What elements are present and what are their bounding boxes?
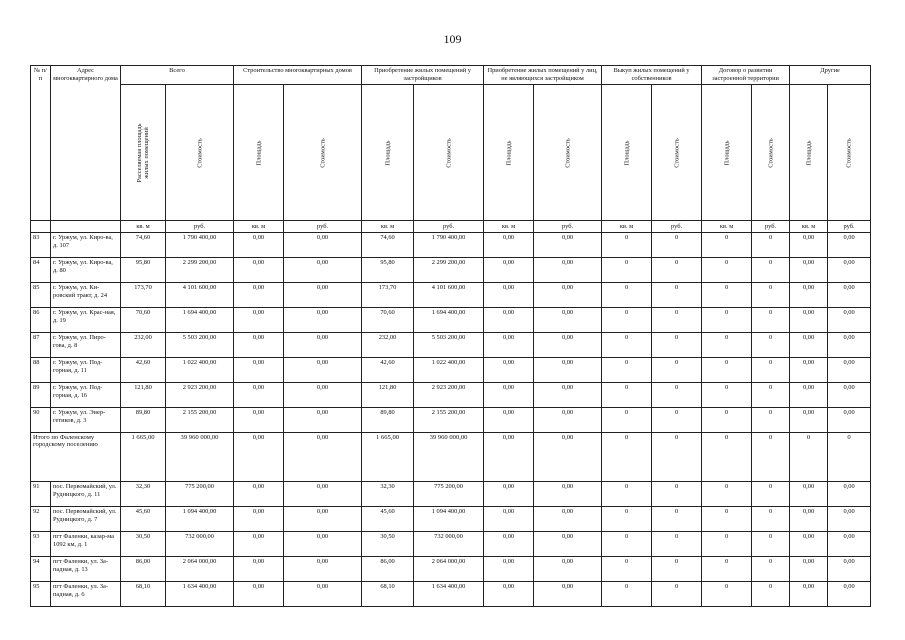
row-value: 70,60 [362, 308, 414, 333]
row-value: 89,80 [121, 408, 166, 433]
row-value: 2 299 200,00 [414, 258, 484, 283]
header-buyout: Выкуп жилых помещений у собственников [602, 66, 702, 85]
row-number: 95 [31, 582, 51, 607]
row-value: 0,00 [284, 383, 362, 408]
row-value: 0,00 [484, 258, 534, 283]
row-value: 0,00 [234, 557, 284, 582]
row-value: 0,00 [234, 582, 284, 607]
row-value: 0,00 [534, 283, 602, 308]
row-value: 173,70 [362, 283, 414, 308]
unit-cost: руб. [166, 221, 234, 233]
subheader-label: Стоимость [845, 137, 853, 168]
row-value: 0 [652, 308, 702, 333]
subheader-cost [166, 85, 234, 221]
row-value: 1 022 400,00 [414, 358, 484, 383]
row-value: 0,00 [828, 233, 871, 258]
header-total: Всего [121, 66, 234, 85]
row-value: 0,00 [828, 507, 871, 532]
total-value: 39 960 000,00 [414, 433, 484, 482]
row-value: 0,00 [790, 258, 828, 283]
row-value: 5 503 200,00 [166, 333, 234, 358]
row-value: 0 [602, 557, 652, 582]
row-value: 732 000,00 [166, 532, 234, 557]
row-value: 0,00 [484, 507, 534, 532]
subheader-cost [414, 85, 484, 221]
row-value: 0 [752, 507, 790, 532]
row-value: 0 [602, 532, 652, 557]
row-value: 0,00 [534, 358, 602, 383]
row-value: 0 [602, 333, 652, 358]
row-number: 84 [31, 258, 51, 283]
row-value: 0,00 [234, 408, 284, 433]
unit-cost: руб. [752, 221, 790, 233]
subheader-label: Стоимость [319, 137, 327, 168]
total-value: 0 [752, 433, 790, 482]
total-value: 0 [702, 433, 752, 482]
row-value: 1 634 400,00 [166, 582, 234, 607]
header-purchase-non-developers: Приобретение жилых помещений у лиц, не являющихся застройщиком [484, 66, 602, 85]
subheader-area [790, 85, 828, 221]
row-value: 32,30 [121, 482, 166, 507]
unit-cost: руб. [284, 221, 362, 233]
table-row [31, 482, 871, 507]
row-number: 87 [31, 333, 51, 358]
row-value: 0,00 [284, 557, 362, 582]
row-value: 0,00 [534, 308, 602, 333]
row-value: 1 634 400,00 [414, 582, 484, 607]
row-value: 0,00 [284, 333, 362, 358]
unit-area: кв. м [121, 221, 166, 233]
row-value: 173,70 [121, 283, 166, 308]
row-value: 0,00 [534, 557, 602, 582]
unit-area: кв. м [362, 221, 414, 233]
row-value: 1 022 400,00 [166, 358, 234, 383]
row-number: 94 [31, 557, 51, 582]
row-value: 0 [752, 582, 790, 607]
row-value: 0 [652, 582, 702, 607]
row-value: 68,10 [121, 582, 166, 607]
unit-area: кв. м [602, 221, 652, 233]
table-row [31, 532, 871, 557]
row-value: 0 [702, 258, 752, 283]
row-value: 0,00 [828, 482, 871, 507]
row-value: 0 [752, 557, 790, 582]
row-address: пгт Фаленки, ул. За-падная, д. 6 [51, 582, 121, 607]
row-value: 0 [652, 283, 702, 308]
header-development-contract: Договор о развитии застроенной территории [702, 66, 790, 85]
row-value: 95,80 [121, 258, 166, 283]
row-value: 0,00 [234, 283, 284, 308]
subheader-cost [284, 85, 362, 221]
row-value: 30,50 [362, 532, 414, 557]
total-value: 0,00 [284, 433, 362, 482]
row-value: 732 000,00 [414, 532, 484, 557]
row-value: 1 694 400,00 [166, 308, 234, 333]
table-row [31, 283, 871, 308]
row-address: г. Уржум, ул. Киро-ва, д. 80 [51, 258, 121, 283]
row-value: 0,00 [790, 582, 828, 607]
row-value: 45,60 [121, 507, 166, 532]
subheader-area [362, 85, 414, 221]
row-value: 0 [602, 283, 652, 308]
table-row [31, 308, 871, 333]
row-value: 0 [652, 557, 702, 582]
row-address: г. Уржум, ул. Энер-гетиков, д. 3 [51, 408, 121, 433]
row-value: 0,00 [534, 482, 602, 507]
row-value: 1 094 400,00 [414, 507, 484, 532]
row-value: 0 [602, 408, 652, 433]
row-value: 0,00 [484, 408, 534, 433]
row-value: 775 200,00 [414, 482, 484, 507]
unit-cost: руб. [414, 221, 484, 233]
row-value: 0,00 [534, 582, 602, 607]
row-value: 0,00 [790, 383, 828, 408]
unit-area: кв. м [234, 221, 284, 233]
row-value: 95,80 [362, 258, 414, 283]
row-value: 0,00 [790, 358, 828, 383]
row-value: 0 [752, 383, 790, 408]
row-value: 0 [652, 233, 702, 258]
row-value: 0,00 [828, 383, 871, 408]
row-value: 0,00 [284, 283, 362, 308]
subheader-label: Стоимость [445, 137, 453, 168]
row-value: 0 [652, 532, 702, 557]
row-value: 775 200,00 [166, 482, 234, 507]
row-value: 0 [652, 482, 702, 507]
row-value: 0,00 [284, 482, 362, 507]
row-value: 0,00 [484, 233, 534, 258]
row-value: 2 155 200,00 [414, 408, 484, 433]
row-address: г. Уржум, ул. Крас-ная, д. 19 [51, 308, 121, 333]
row-value: 0,00 [790, 233, 828, 258]
row-value: 32,30 [362, 482, 414, 507]
row-value: 0 [702, 283, 752, 308]
total-label: Итого по Фаленскому городскому поселению [31, 433, 121, 482]
total-row [31, 433, 871, 482]
subheader-label: Площадь [723, 140, 731, 165]
row-value: 0 [702, 233, 752, 258]
row-address: пгт Фаленки, казар-ма 1092 км, д. 1 [51, 532, 121, 557]
table-row [31, 507, 871, 532]
row-value: 0,00 [534, 383, 602, 408]
row-number: 90 [31, 408, 51, 433]
subheader-cost [534, 85, 602, 221]
row-value: 86,00 [362, 557, 414, 582]
subheader-area [234, 85, 284, 221]
row-number: 93 [31, 532, 51, 557]
header-address: Адрес многоквартирного дома [51, 66, 121, 221]
total-value: 0,00 [534, 433, 602, 482]
total-value: 0 [790, 433, 828, 482]
total-value: 39 960 000,00 [166, 433, 234, 482]
row-value: 0 [702, 557, 752, 582]
row-value: 0,00 [828, 358, 871, 383]
row-value: 0,00 [484, 383, 534, 408]
row-value: 0,00 [234, 258, 284, 283]
table-row [31, 233, 871, 258]
row-address: пос. Первомайский, ул. Рудницкого, д. 11 [51, 482, 121, 507]
row-number: 88 [31, 358, 51, 383]
row-value: 0,00 [484, 532, 534, 557]
total-value: 0,00 [234, 433, 284, 482]
subheader-cost [652, 85, 702, 221]
row-value: 0 [702, 408, 752, 433]
row-value: 0,00 [534, 333, 602, 358]
row-value: 0 [602, 308, 652, 333]
row-value: 0,00 [284, 408, 362, 433]
row-value: 0 [702, 358, 752, 383]
row-address: г. Уржум, ул. Ки-ровский тракт, д. 24 [51, 283, 121, 308]
row-value: 68,10 [362, 582, 414, 607]
row-value: 0,00 [234, 358, 284, 383]
row-value: 0,00 [284, 233, 362, 258]
row-value: 0,00 [484, 283, 534, 308]
row-number: 89 [31, 383, 51, 408]
page-number: 109 [443, 32, 462, 46]
housing-table [30, 65, 871, 607]
row-address: г. Уржум, ул. Киро-ва, д. 107 [51, 233, 121, 258]
subheader-label: Площадь [384, 140, 392, 165]
row-value: 0,00 [234, 333, 284, 358]
row-address: пгт Фаленки, ул. За-падная, д. 13 [51, 557, 121, 582]
unit-area: кв. м [484, 221, 534, 233]
row-value: 0 [602, 258, 652, 283]
row-value: 1 790 400,00 [166, 233, 234, 258]
row-value: 0,00 [484, 308, 534, 333]
row-address: г. Уржум, ул. Под-горная, д. 11 [51, 358, 121, 383]
row-value: 0,00 [534, 408, 602, 433]
row-value: 0,00 [534, 233, 602, 258]
table-row [31, 557, 871, 582]
row-value: 0,00 [484, 333, 534, 358]
row-value: 0 [702, 383, 752, 408]
total-value: 0 [828, 433, 871, 482]
row-value: 30,50 [121, 532, 166, 557]
row-value: 0,00 [828, 557, 871, 582]
row-value: 2 064 000,00 [166, 557, 234, 582]
header-num: № п/п [31, 66, 51, 221]
unit-cost: руб. [652, 221, 702, 233]
row-value: 1 694 400,00 [414, 308, 484, 333]
table-row [31, 408, 871, 433]
subheader-area [702, 85, 752, 221]
row-value: 0 [602, 507, 652, 532]
unit-area: кв. м [790, 221, 828, 233]
row-value: 0,00 [828, 258, 871, 283]
row-value: 5 503 200,00 [414, 333, 484, 358]
row-value: 0 [602, 358, 652, 383]
row-value: 86,00 [121, 557, 166, 582]
table-row [31, 258, 871, 283]
row-value: 0,00 [484, 582, 534, 607]
row-value: 0,00 [284, 258, 362, 283]
row-value: 2 155 200,00 [166, 408, 234, 433]
row-value: 0,00 [790, 408, 828, 433]
subheader-area [121, 85, 166, 221]
subheader-cost [828, 85, 871, 221]
subheader-area [602, 85, 652, 221]
row-value: 0,00 [284, 358, 362, 383]
row-value: 0 [702, 507, 752, 532]
row-value: 0,00 [790, 482, 828, 507]
row-value: 0,00 [534, 258, 602, 283]
header-purchase-developers: Приобретение жилых помещений у застройщиков [362, 66, 484, 85]
row-value: 0,00 [484, 358, 534, 383]
row-value: 74,60 [362, 233, 414, 258]
row-value: 0 [752, 482, 790, 507]
row-value: 2 299 200,00 [166, 258, 234, 283]
total-value: 0 [652, 433, 702, 482]
row-value: 232,00 [362, 333, 414, 358]
row-number: 92 [31, 507, 51, 532]
row-value: 0,00 [284, 308, 362, 333]
row-value: 0,00 [828, 333, 871, 358]
row-value: 0 [702, 308, 752, 333]
subheader-label: Стоимость [767, 137, 775, 168]
row-value: 0,00 [484, 557, 534, 582]
row-value: 0,00 [534, 532, 602, 557]
row-value: 0 [602, 383, 652, 408]
row-number: 91 [31, 482, 51, 507]
row-value: 70,60 [121, 308, 166, 333]
row-value: 0 [652, 408, 702, 433]
unit-area: кв. м [702, 221, 752, 233]
row-value: 0 [752, 333, 790, 358]
row-value: 42,60 [362, 358, 414, 383]
subheader-label: Стоимость [196, 137, 203, 168]
subheader-area [484, 85, 534, 221]
row-value: 42,60 [121, 358, 166, 383]
row-address: г. Уржум, ул. Пиро-гова, д. 8 [51, 333, 121, 358]
row-value: 0 [752, 358, 790, 383]
row-value: 0,00 [534, 507, 602, 532]
row-value: 0,00 [484, 482, 534, 507]
row-value: 2 064 000,00 [414, 557, 484, 582]
total-value: 0 [602, 433, 652, 482]
row-value: 1 094 400,00 [166, 507, 234, 532]
row-value: 0,00 [234, 482, 284, 507]
row-value: 232,00 [121, 333, 166, 358]
row-value: 89,80 [362, 408, 414, 433]
row-value: 0 [652, 358, 702, 383]
row-value: 0 [702, 582, 752, 607]
row-number: 85 [31, 283, 51, 308]
header-other: Другие [790, 66, 871, 85]
row-value: 0 [752, 408, 790, 433]
row-value: 121,80 [362, 383, 414, 408]
row-value: 0,00 [234, 233, 284, 258]
row-value: 0,00 [234, 532, 284, 557]
row-value: 121,80 [121, 383, 166, 408]
unit-cost: руб. [828, 221, 871, 233]
total-value: 1 665,00 [121, 433, 166, 482]
header-construction: Строительство многоквартирных домов [234, 66, 362, 85]
row-value: 4 101 600,00 [414, 283, 484, 308]
row-value: 0 [602, 582, 652, 607]
row-number: 83 [31, 233, 51, 258]
row-value: 0,00 [790, 308, 828, 333]
table-row [31, 582, 871, 607]
subheader-label: Площадь [805, 140, 813, 165]
row-value: 0 [752, 233, 790, 258]
row-value: 0 [602, 233, 652, 258]
total-value: 0,00 [484, 433, 534, 482]
row-number: 86 [31, 308, 51, 333]
row-value: 0 [702, 482, 752, 507]
row-value: 0,00 [284, 507, 362, 532]
row-value: 0 [752, 283, 790, 308]
row-value: 0,00 [284, 582, 362, 607]
row-value: 0 [702, 333, 752, 358]
row-value: 0,00 [828, 582, 871, 607]
row-value: 0,00 [284, 532, 362, 557]
row-value: 0,00 [828, 408, 871, 433]
row-value: 0,00 [234, 383, 284, 408]
row-value: 0 [752, 308, 790, 333]
row-value: 1 790 400,00 [414, 233, 484, 258]
row-value: 0 [602, 482, 652, 507]
row-value: 0,00 [790, 283, 828, 308]
subheader-cost [752, 85, 790, 221]
row-value: 0,00 [828, 532, 871, 557]
row-value: 0,00 [828, 308, 871, 333]
subheader-label: Стоимость [673, 137, 681, 168]
row-value: 74,60 [121, 233, 166, 258]
row-address: пос. Первомайский, ул. Рудницкого, д. 7 [51, 507, 121, 532]
row-value: 0,00 [790, 333, 828, 358]
row-value: 0,00 [790, 507, 828, 532]
unit-cost: руб. [534, 221, 602, 233]
total-value: 1 665,00 [362, 433, 414, 482]
row-value: 0 [652, 258, 702, 283]
subheader-label: Площадь [505, 140, 513, 165]
row-value: 0,00 [234, 308, 284, 333]
row-value: 0 [652, 333, 702, 358]
row-value: 0,00 [828, 283, 871, 308]
row-value: 0,00 [234, 507, 284, 532]
subheader-label: Стоимость [564, 137, 572, 168]
row-value: 0,00 [790, 557, 828, 582]
row-address: г. Уржум, ул. Под-горная, д. 16 [51, 383, 121, 408]
subheader-label: Расселяемая площадь жилых помещений [136, 122, 150, 183]
row-value: 0 [652, 383, 702, 408]
row-value: 0 [752, 258, 790, 283]
row-value: 45,60 [362, 507, 414, 532]
table-row [31, 383, 871, 408]
row-value: 2 923 200,00 [166, 383, 234, 408]
subheader-label: Площадь [623, 140, 631, 165]
row-value: 0 [752, 532, 790, 557]
row-value: 2 923 200,00 [414, 383, 484, 408]
row-value: 0 [702, 532, 752, 557]
row-value: 4 101 600,00 [166, 283, 234, 308]
row-value: 0 [652, 507, 702, 532]
table-row [31, 358, 871, 383]
row-value: 0,00 [790, 532, 828, 557]
subheader-label: Площадь [255, 140, 263, 165]
table-row [31, 333, 871, 358]
